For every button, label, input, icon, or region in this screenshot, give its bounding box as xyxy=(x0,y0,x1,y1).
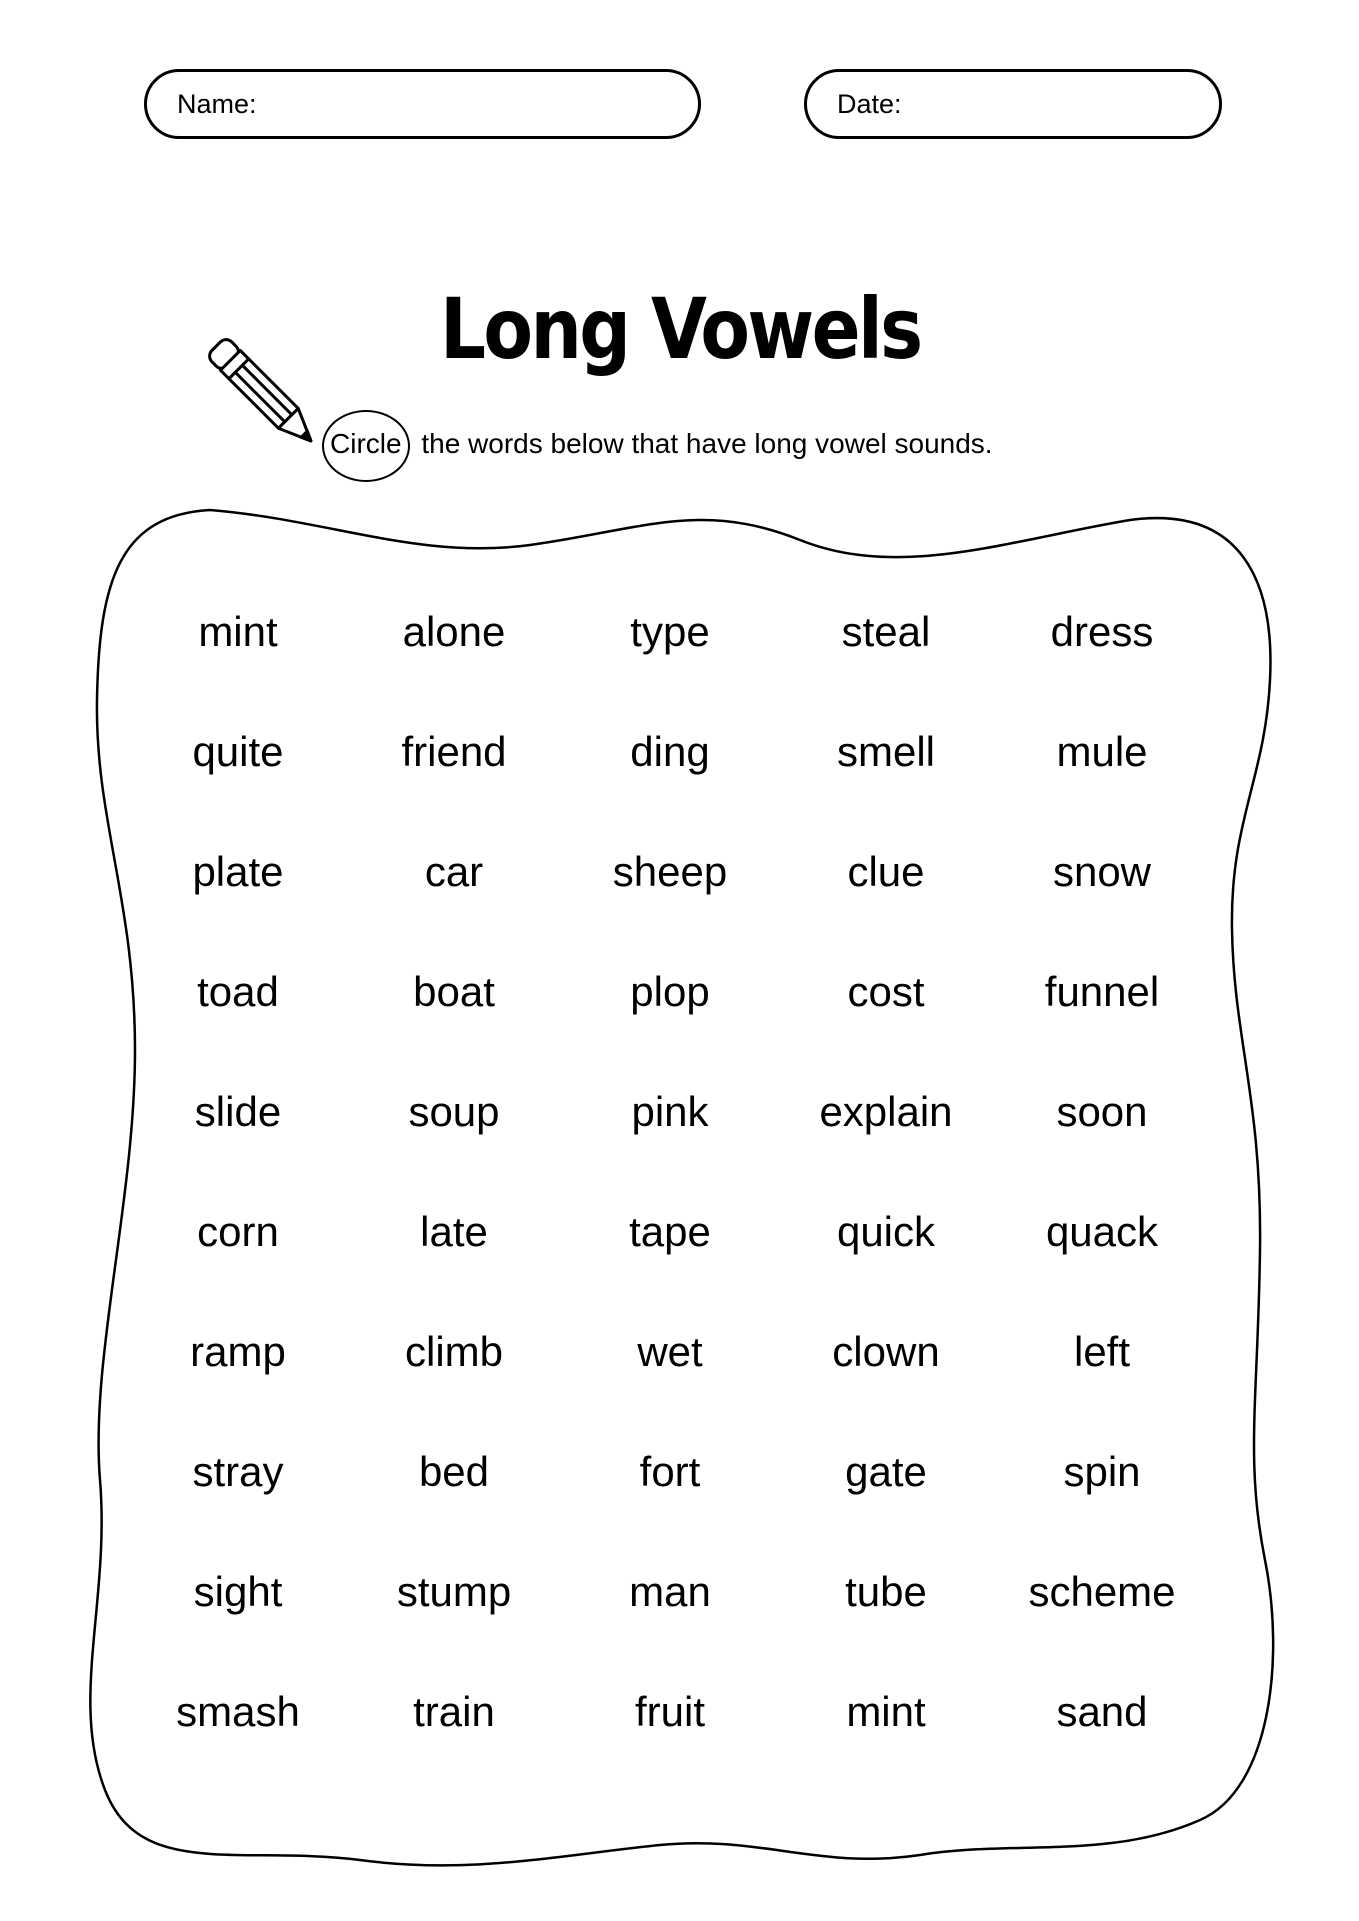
word-item[interactable]: left xyxy=(1073,1328,1131,1375)
word-item[interactable]: gate xyxy=(845,1448,927,1495)
word-item[interactable]: ramp xyxy=(190,1328,286,1375)
word-grid xyxy=(130,600,1210,1800)
word-item[interactable]: wet xyxy=(637,1328,703,1375)
word-item[interactable]: mule xyxy=(1056,728,1148,775)
word-item[interactable]: mint xyxy=(846,1688,926,1735)
word-item[interactable]: funnel xyxy=(1044,968,1160,1015)
word-item[interactable]: scheme xyxy=(1028,1568,1176,1615)
word-item[interactable]: sight xyxy=(193,1568,283,1615)
word-item[interactable]: stray xyxy=(192,1448,284,1495)
word-item[interactable]: climb xyxy=(404,1328,503,1375)
word-item[interactable]: man xyxy=(629,1568,711,1615)
date-label: Date: xyxy=(837,88,902,119)
name-label: Name: xyxy=(177,88,257,119)
word-item[interactable]: smell xyxy=(836,728,935,775)
word-item[interactable]: pink xyxy=(631,1088,709,1135)
word-item[interactable]: dress xyxy=(1050,608,1154,655)
word-item[interactable]: car xyxy=(424,848,484,895)
word-item[interactable]: cost xyxy=(847,968,925,1015)
word-item[interactable]: corn xyxy=(197,1208,279,1255)
word-item[interactable]: alone xyxy=(402,608,506,655)
word-item[interactable]: late xyxy=(420,1208,488,1255)
word-item[interactable]: plate xyxy=(192,848,284,895)
word-item[interactable]: quite xyxy=(192,728,284,775)
word-item[interactable]: ding xyxy=(630,728,710,775)
word-item[interactable]: mint xyxy=(198,608,278,655)
word-item[interactable]: spin xyxy=(1063,1448,1141,1495)
word-item[interactable]: quack xyxy=(1045,1208,1159,1255)
word-item[interactable]: sheep xyxy=(612,848,728,895)
word-item[interactable]: fort xyxy=(639,1448,701,1495)
word-item[interactable]: sand xyxy=(1056,1688,1148,1735)
word-item[interactable]: tape xyxy=(629,1208,711,1255)
word-item[interactable]: type xyxy=(630,608,710,655)
word-item[interactable]: soon xyxy=(1056,1088,1148,1135)
word-item[interactable]: train xyxy=(413,1688,495,1735)
word-item[interactable]: tube xyxy=(845,1568,927,1615)
word-item[interactable]: clown xyxy=(832,1328,940,1375)
word-item[interactable]: toad xyxy=(197,968,279,1015)
instruction-text: the words below that have long vowel sounds. xyxy=(421,428,993,459)
word-item[interactable]: plop xyxy=(630,968,710,1015)
word-item[interactable]: boat xyxy=(413,968,495,1015)
word-item[interactable]: snow xyxy=(1052,848,1152,895)
worksheet-title: Long Vowels xyxy=(439,280,921,378)
word-item[interactable]: explain xyxy=(819,1088,953,1135)
word-item[interactable]: slide xyxy=(194,1088,282,1135)
word-item[interactable]: fruit xyxy=(634,1688,705,1735)
circled-word: Circle xyxy=(330,428,402,459)
word-item[interactable]: friend xyxy=(401,728,507,775)
word-item[interactable]: quick xyxy=(836,1208,936,1255)
word-item[interactable]: bed xyxy=(418,1448,490,1495)
word-item[interactable]: smash xyxy=(176,1688,300,1735)
word-item[interactable]: stump xyxy=(396,1568,512,1615)
word-item[interactable]: soup xyxy=(408,1088,500,1135)
word-item[interactable]: clue xyxy=(847,848,925,895)
word-item[interactable]: steal xyxy=(841,608,931,655)
